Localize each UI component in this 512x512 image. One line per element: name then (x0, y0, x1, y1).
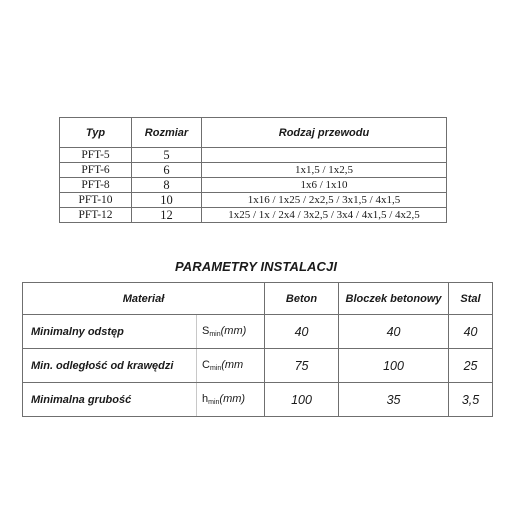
cell-rozmiar: 5 (132, 148, 202, 163)
table-row (60, 148, 447, 163)
param-symbol (197, 349, 265, 383)
symbol-subscript: min (209, 365, 222, 372)
param-label: Minimalny odstęp (23, 315, 197, 349)
cell-typ: PFT-5 (60, 148, 132, 163)
header-typ: Typ (60, 118, 132, 148)
cell-przewod: 1x16 / 1x25 / 2x2,5 / 3x1,5 / 4x1,5 (202, 193, 447, 208)
cell-rozmiar: 8 (132, 178, 202, 193)
symbol-letter: h (202, 393, 209, 405)
table-row (60, 193, 447, 208)
table-row (60, 208, 447, 223)
header-rozmiar: Rozmiar (132, 118, 202, 148)
cell-przewod (202, 148, 447, 163)
types-table-header (60, 118, 447, 148)
cell-beton: 40 (265, 315, 339, 349)
cell-rozmiar: 12 (132, 208, 202, 223)
symbol-subscript: min (209, 331, 221, 338)
cell-typ: PFT-6 (60, 163, 132, 178)
table-row (60, 163, 447, 178)
param-label: Min. odległość od krawędzi (23, 349, 197, 383)
cell-beton: 75 (265, 349, 339, 383)
cell-stal: 25 (449, 349, 493, 383)
cell-bloczek: 100 (339, 349, 449, 383)
symbol-unit: (mm) (220, 325, 247, 337)
header-stal: Stal (449, 283, 493, 315)
table-row (23, 315, 493, 349)
params-table (22, 282, 493, 417)
cell-typ: PFT-10 (60, 193, 132, 208)
symbol-letter: C (202, 359, 210, 371)
types-table (59, 117, 447, 223)
cell-typ: PFT-8 (60, 178, 132, 193)
table-row (23, 383, 493, 417)
symbol-unit: (mm (221, 359, 244, 371)
cell-typ: PFT-12 (60, 208, 132, 223)
param-symbol (197, 315, 265, 349)
cell-bloczek: 40 (339, 315, 449, 349)
table-row (23, 349, 493, 383)
cell-przewod: 1x25 / 1x / 2x4 / 3x2,5 / 3x4 / 4x1,5 / 4x2,5 (202, 208, 447, 223)
header-beton: Beton (265, 283, 339, 315)
cell-beton: 100 (265, 383, 339, 417)
symbol-unit: (mm) (219, 393, 246, 405)
cell-stal: 40 (449, 315, 493, 349)
table-row (60, 178, 447, 193)
section-title: PARAMETRY INSTALACJI (174, 259, 338, 274)
params-table-header (23, 283, 493, 315)
symbol-letter: S (202, 325, 210, 337)
cell-przewod: 1x1,5 / 1x2,5 (202, 163, 447, 178)
header-material: Materiał (23, 283, 265, 315)
symbol-subscript: min (208, 399, 220, 406)
cell-rozmiar: 10 (132, 193, 202, 208)
param-symbol (197, 383, 265, 417)
cell-stal: 3,5 (449, 383, 493, 417)
header-rodzaj-przewodu: Rodzaj przewodu (202, 118, 447, 148)
param-label: Minimalna grubość (23, 383, 197, 417)
header-bloczek: Bloczek betonowy (339, 283, 449, 315)
cell-bloczek: 35 (339, 383, 449, 417)
cell-rozmiar: 6 (132, 163, 202, 178)
cell-przewod: 1x6 / 1x10 (202, 178, 447, 193)
